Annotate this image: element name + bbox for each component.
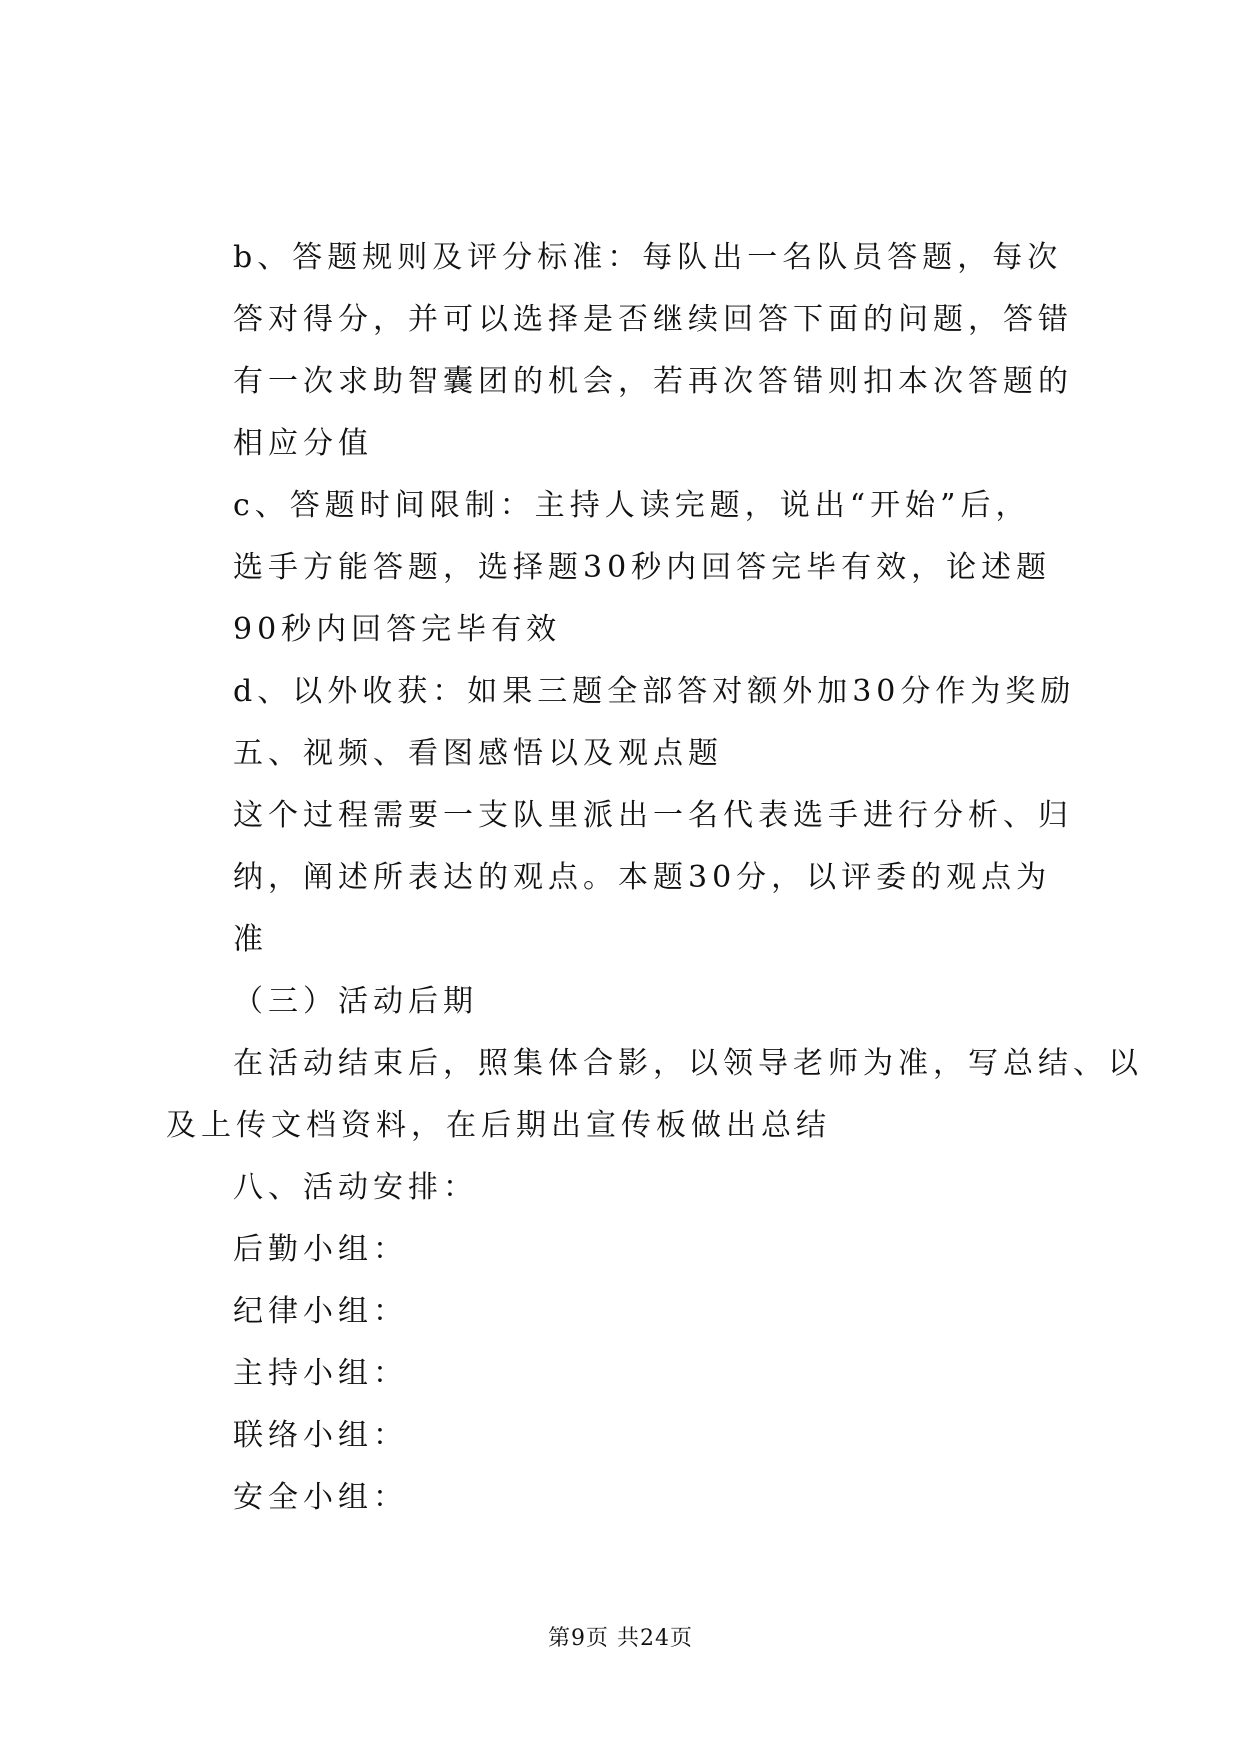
- section-heading-5: 五、视频、看图感悟以及观点题: [233, 736, 723, 771]
- paragraph-line-5: c、答题时间限制：主持人读完题，说出“开始”后，: [233, 488, 1031, 523]
- paragraph-line-11: 纳，阐述所表达的观点。本题30分，以评委的观点为: [233, 860, 1052, 895]
- group-discipline: 纪律小组：: [233, 1294, 408, 1329]
- paragraph-line-6: 选手方能答题，选择题30秒内回答完毕有效，论述题: [233, 550, 1052, 585]
- group-safety: 安全小组：: [233, 1480, 408, 1515]
- section-heading-8: 八、活动安排：: [233, 1170, 478, 1205]
- paragraph-line-3: 有一次求助智囊团的机会，若再次答错则扣本次答题的: [233, 364, 1073, 399]
- paragraph-line-7: 90秒内回答完毕有效: [233, 612, 562, 647]
- paragraph-line-14: 在活动结束后，照集体合影，以领导老师为准，写总结、以: [233, 1046, 1143, 1081]
- paragraph-line-15: 及上传文档资料，在后期出宣传板做出总结: [166, 1108, 831, 1143]
- paragraph-line-1: b、答题规则及评分标准：每队出一名队员答题，每次: [233, 240, 1063, 275]
- paragraph-line-8: d、以外收获：如果三题全部答对额外加30分作为奖励: [233, 674, 1076, 709]
- group-logistics: 后勤小组：: [233, 1232, 408, 1267]
- section-heading-3: （三）活动后期: [233, 984, 478, 1019]
- paragraph-line-4: 相应分值: [233, 426, 373, 461]
- paragraph-line-12: 准: [233, 922, 268, 957]
- paragraph-line-2: 答对得分，并可以选择是否继续回答下面的问题，答错: [233, 302, 1073, 337]
- page-number-footer: 第9页 共24页: [548, 1626, 693, 1651]
- group-host: 主持小组：: [233, 1356, 408, 1391]
- group-liaison: 联络小组：: [233, 1418, 408, 1453]
- paragraph-line-10: 这个过程需要一支队里派出一名代表选手进行分析、归: [233, 798, 1073, 833]
